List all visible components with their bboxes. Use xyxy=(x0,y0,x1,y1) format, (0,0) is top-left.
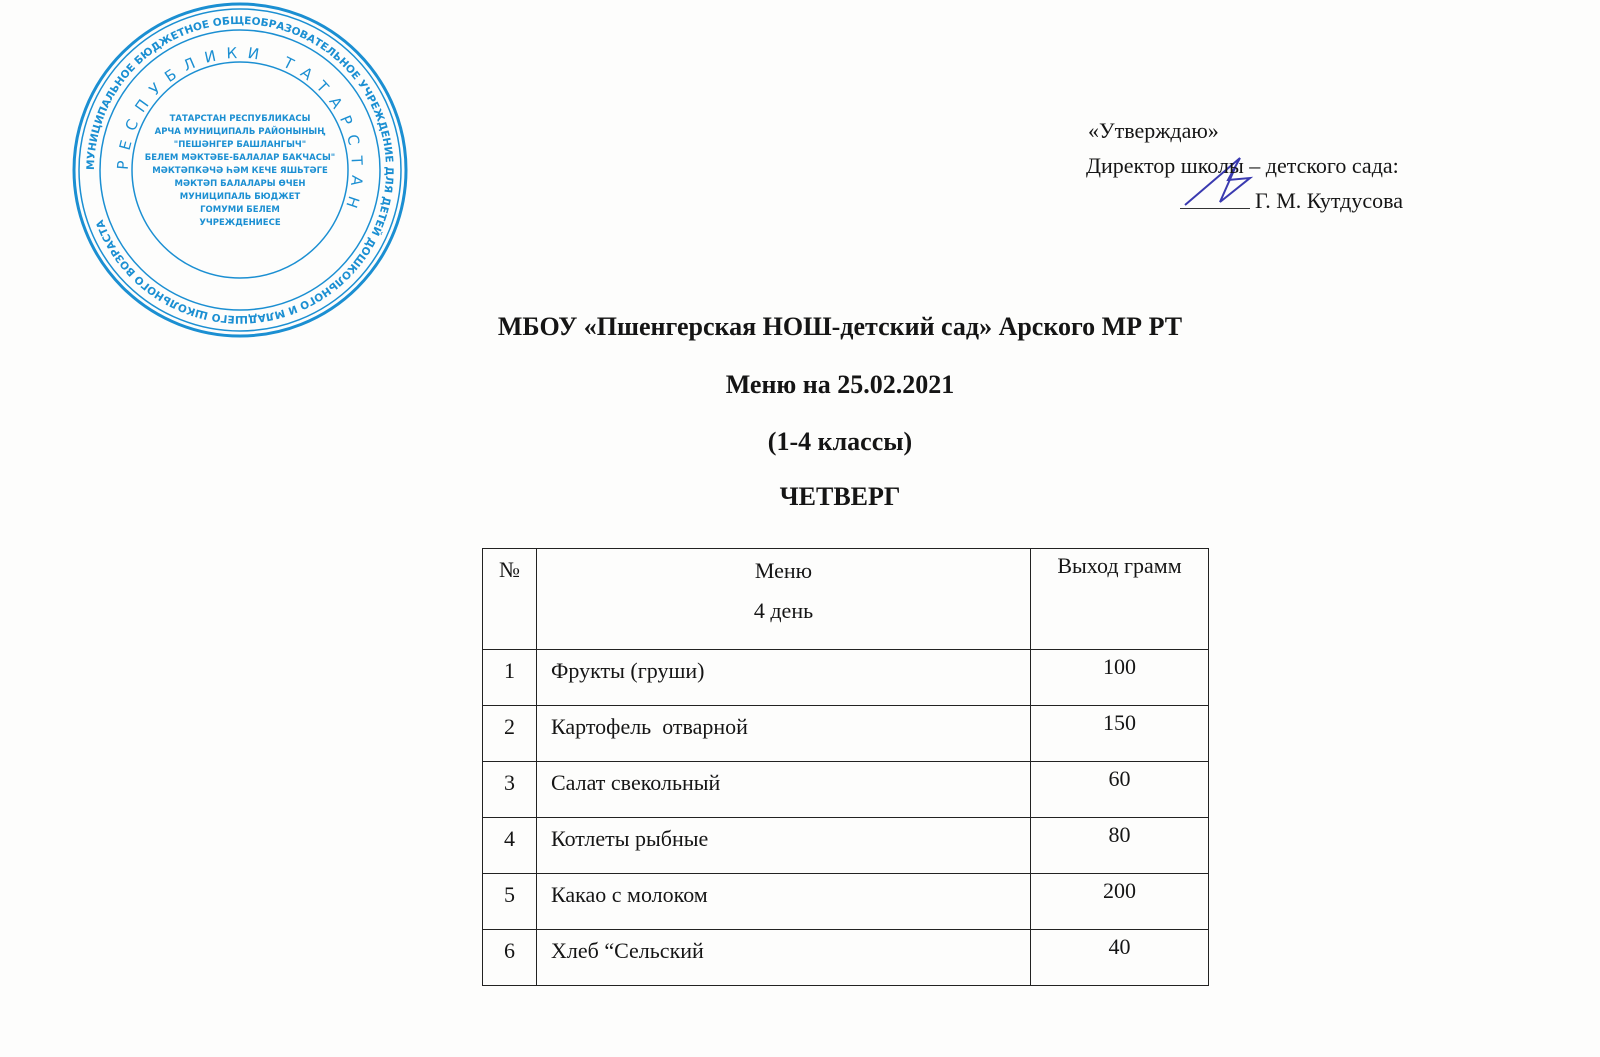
weekday: ЧЕТВЕРГ xyxy=(779,482,901,511)
stamp-line: УЧРЕЖДЕНИЕСЕ xyxy=(199,218,281,228)
row-dish: Котлеты рыбные xyxy=(537,818,1031,874)
org-title: МБОУ «Пшенгерская НОШ-детский сад» Арского МР РТ xyxy=(497,312,1183,341)
row-grams: 100 xyxy=(1031,650,1209,706)
approval-label: «Утверждаю» xyxy=(1088,118,1219,143)
table-row xyxy=(483,874,1209,930)
header-menu xyxy=(537,549,1031,650)
row-dish: Хлеб “Сельский xyxy=(537,930,1031,986)
table-header-row xyxy=(483,549,1209,650)
row-dish: Какао с молоком xyxy=(537,874,1031,930)
table-row xyxy=(483,818,1209,874)
header-menu-label: Меню xyxy=(754,558,813,583)
stamp-outer-text: МУНИЦИПАЛЬНОЕ БЮДЖЕТНОЕ ОБЩЕОБРАЗОВАТЕЛЬНОЕ УЧРЕЖДЕНИЕ ДЛЯ ДЕТЕЙ ДОШКОЛЬНОГО И МЛАДШЕГО ШКОЛЬНОГО ВОЗРАСТА xyxy=(84,14,396,326)
stamp-line: ГОМУМИ БЕЛЕМ xyxy=(200,205,280,215)
stamp-line: МӘКТӘПКӘЧӘ ҺӘМ КЕЧЕ ЯШЬТӘГЕ xyxy=(152,166,328,176)
header-output: Выход грамм xyxy=(1031,549,1209,650)
row-num: 4 xyxy=(483,818,537,874)
row-grams: 40 xyxy=(1031,930,1209,986)
menu-date: Меню на 25.02.2021 xyxy=(725,370,955,399)
header-day-label: 4 день xyxy=(753,598,814,623)
stamp-line: АРЧА МУНИЦИПАЛЬ РАЙОНЫНЫҢ xyxy=(154,127,326,137)
row-grams: 150 xyxy=(1031,706,1209,762)
row-grams: 80 xyxy=(1031,818,1209,874)
stamp-middle-text: РЕСПУБЛИКИ ТАТАРСТАН xyxy=(113,43,367,220)
approval-position: Директор школы – детского сада: xyxy=(1086,153,1399,178)
stamp-line: БЕЛЕМ МӘКТӘБЕ-БАЛАЛАР БАКЧАСЫ" xyxy=(144,153,336,163)
stamp-line: ТАТАРСТАН РЕСПУБЛИКАСЫ xyxy=(169,114,311,124)
table-row xyxy=(483,762,1209,818)
grades: (1-4 классы) xyxy=(767,427,913,456)
row-grams: 200 xyxy=(1031,874,1209,930)
row-num: 2 xyxy=(483,706,537,762)
row-dish: Салат свекольный xyxy=(537,762,1031,818)
menu-table xyxy=(482,548,1209,986)
stamp-line: "ПЕШӘНГЕР БАШЛАНГЫЧ" xyxy=(173,140,307,150)
official-stamp xyxy=(70,0,410,340)
row-dish: Картофель отварной xyxy=(537,706,1031,762)
table-row xyxy=(483,706,1209,762)
table-row xyxy=(483,930,1209,986)
row-num: 3 xyxy=(483,762,537,818)
row-num: 5 xyxy=(483,874,537,930)
signature-line xyxy=(1180,208,1250,209)
row-dish: Фрукты (груши) xyxy=(537,650,1031,706)
table-row xyxy=(483,650,1209,706)
approval-name: Г. М. Кутдусова xyxy=(1255,188,1403,213)
header-num: № xyxy=(483,549,537,650)
stamp-line: МУНИЦИПАЛЬ БЮДЖЕТ xyxy=(179,192,301,202)
row-num: 1 xyxy=(483,650,537,706)
stamp-line: МӘКТӘП БАЛАЛАРЫ ӨЧЕН xyxy=(174,179,306,189)
row-num: 6 xyxy=(483,930,537,986)
row-grams: 60 xyxy=(1031,762,1209,818)
